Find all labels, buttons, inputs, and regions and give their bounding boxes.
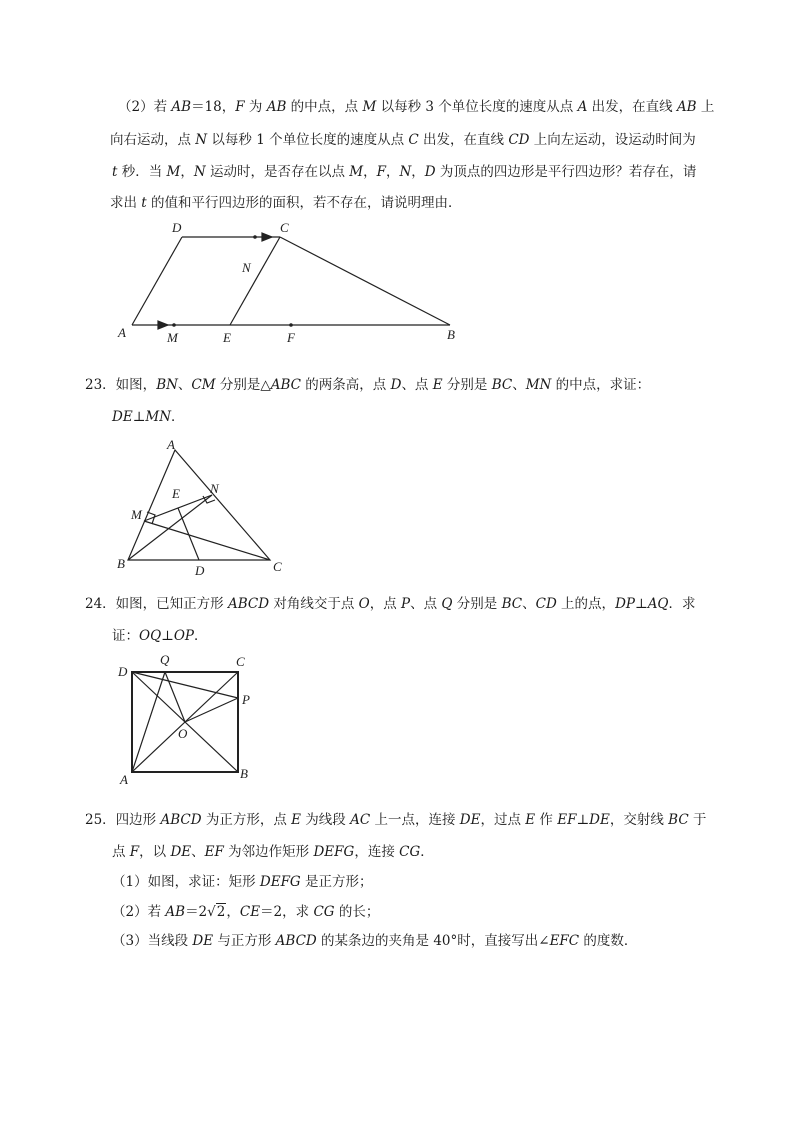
text: 向右运动，点 <box>110 132 196 148</box>
math: AB <box>676 99 697 115</box>
text: ＝18， <box>191 99 236 115</box>
label-b: B <box>240 766 248 781</box>
q24-figure <box>110 650 260 785</box>
text: ， <box>363 164 377 180</box>
math: E <box>525 812 536 828</box>
math: M <box>349 164 364 180</box>
label-m: M <box>167 330 178 345</box>
point-n-dot <box>253 235 257 239</box>
q25-text-line-1 <box>85 810 706 830</box>
math: CD <box>535 596 557 612</box>
math: EF <box>557 812 577 828</box>
math: DP <box>615 596 635 612</box>
text: ．求 <box>668 596 696 612</box>
label-d: D <box>172 220 182 235</box>
text: ． <box>171 409 185 425</box>
math: AQ <box>647 596 669 612</box>
text: ，以 <box>139 844 171 860</box>
math: DEFG <box>313 844 355 860</box>
q25-part-2 <box>112 902 379 922</box>
math: ABC <box>270 377 302 393</box>
math: DE <box>112 409 133 425</box>
text: 24．如图，已知正方形 <box>85 596 228 612</box>
math: MN <box>145 409 172 425</box>
math: CD <box>508 132 530 148</box>
text: 对角线交于点 <box>269 596 359 612</box>
text: 、点 <box>401 377 433 393</box>
label-e: E <box>223 330 231 345</box>
text: 上 <box>696 99 715 115</box>
q23-text-line-2 <box>112 407 185 427</box>
altitude-bn <box>128 495 212 560</box>
math: E <box>291 812 302 828</box>
math: ABCD <box>275 933 317 949</box>
segment-oq <box>165 672 185 722</box>
math: Q <box>441 596 453 612</box>
text: 求出 <box>110 195 142 211</box>
q22-text-line-3 <box>112 162 696 182</box>
q23-figure <box>110 435 290 580</box>
label-n: N <box>210 481 219 496</box>
text: 上向左运动，设运动时间为 <box>529 132 696 148</box>
label-d: D <box>195 563 205 578</box>
text: 23．如图， <box>85 377 157 393</box>
math: DE <box>170 844 192 860</box>
text: 上的点， <box>556 596 616 612</box>
label-b: B <box>447 327 455 342</box>
text: 以每秒 1 个单位长度的速度从点 <box>207 132 409 148</box>
segment-cb <box>280 237 450 325</box>
math: EF <box>204 844 224 860</box>
math: CG <box>399 844 421 860</box>
segment-de <box>178 508 199 560</box>
text: ⊥ <box>576 812 590 828</box>
q22-text-line-2 <box>110 130 696 150</box>
math: t <box>112 164 118 180</box>
math: P <box>401 596 411 612</box>
q25-text-line-2 <box>112 842 434 862</box>
math: AB <box>171 99 192 115</box>
text: 分别是 <box>452 596 502 612</box>
text: 的两条高，点 <box>301 377 391 393</box>
text: 、点 <box>410 596 442 612</box>
label-c: C <box>273 559 282 574</box>
math: CG <box>313 904 335 920</box>
math: F <box>235 99 245 115</box>
math: O <box>358 596 370 612</box>
label-c: C <box>280 220 289 235</box>
math: CE <box>239 904 261 920</box>
math: M <box>166 164 181 180</box>
text: ⊥ <box>634 596 648 612</box>
label-e: E <box>172 486 180 501</box>
text: 作 <box>535 812 558 828</box>
text: 为邻边作矩形 <box>223 844 314 860</box>
text: 上一点，连接 <box>370 812 460 828</box>
label-m: M <box>131 507 142 522</box>
math: A <box>577 99 588 115</box>
label-d: D <box>118 664 128 679</box>
math: N <box>399 164 412 180</box>
text: 的长； <box>334 904 380 920</box>
math: CM <box>191 377 216 393</box>
segment-ce <box>230 237 280 325</box>
q24-text-line-2 <box>112 626 208 646</box>
math: AC <box>350 812 371 828</box>
segment-dp <box>132 672 238 698</box>
sqrt-symbol: √2 <box>207 904 226 920</box>
text: ， <box>226 904 240 920</box>
text: （3）当线段 <box>112 933 193 949</box>
math: DEFG <box>259 874 301 890</box>
label-q: Q <box>160 652 170 667</box>
radicand: 2 <box>216 904 226 920</box>
label-b: B <box>117 556 125 571</box>
text: 与正方形 <box>213 933 276 949</box>
math: F <box>129 844 140 860</box>
text: 、 <box>191 844 205 860</box>
text: 运动时，是否存在以点 <box>205 164 350 180</box>
q22-text-line-4 <box>110 193 462 213</box>
text: ， <box>180 164 194 180</box>
text: 的度数． <box>579 933 638 949</box>
text: 的中点，点 <box>286 99 363 115</box>
math: OP <box>173 628 194 644</box>
text: （2）若 <box>118 99 172 115</box>
q24-text-line-1 <box>85 594 696 614</box>
arrow-n-left-icon <box>262 233 272 241</box>
math: t <box>141 195 147 211</box>
math: DE <box>459 812 481 828</box>
label-a: A <box>167 437 175 452</box>
text: ，过点 <box>480 812 526 828</box>
text: 的值和平行四边形的面积，若不存在，请说明理由． <box>146 195 462 211</box>
text: ， <box>411 164 425 180</box>
point-m-dot <box>172 323 176 327</box>
math: BC <box>668 812 689 828</box>
text: ． <box>420 844 434 860</box>
text: 、 <box>177 377 192 393</box>
text: 以每秒 3 个单位长度的速度从点 <box>376 99 578 115</box>
math: BC <box>501 596 523 612</box>
text: 为 <box>244 99 267 115</box>
text: 、 <box>522 596 536 612</box>
text: （2）若 <box>112 904 166 920</box>
text: 25．四边形 <box>85 812 161 828</box>
segment-ad <box>132 237 182 325</box>
text: 、 <box>512 377 526 393</box>
math: AB <box>266 99 287 115</box>
text: 秒．当 <box>117 164 167 180</box>
segment-op <box>185 698 238 722</box>
text: 分别是 <box>442 377 492 393</box>
text: 为线段 <box>301 812 351 828</box>
text: 出发，在直线 <box>587 99 677 115</box>
label-a: A <box>120 772 128 785</box>
text: ⊥ <box>161 628 174 644</box>
text: 的中点，求证： <box>551 377 651 393</box>
math: AB <box>165 904 186 920</box>
math: MN <box>525 377 552 393</box>
text: ，交射线 <box>609 812 669 828</box>
q22-text-line-1 <box>118 97 714 117</box>
text: 为正方形，点 <box>201 812 292 828</box>
label-p: P <box>242 692 250 707</box>
text: 出发，在直线 <box>418 132 509 148</box>
q22-figure <box>110 215 470 350</box>
text: 于 <box>688 812 707 828</box>
math: N <box>195 132 208 148</box>
math: C <box>408 132 419 148</box>
label-n: N <box>242 260 251 275</box>
point-f-dot <box>289 323 293 327</box>
text: 为顶点的四边形是平行四边形？若存在，请 <box>435 164 697 180</box>
math: M <box>362 99 377 115</box>
text: ＝2，求 <box>260 904 314 920</box>
text: ，点 <box>369 596 402 612</box>
math: BN <box>156 377 178 393</box>
text: （1）如图，求证：矩形 <box>112 874 260 890</box>
label-c: C <box>236 654 245 669</box>
math: ABCD <box>227 596 270 612</box>
text: ． <box>194 628 208 644</box>
label-o: O <box>178 726 188 741</box>
text: ，连接 <box>354 844 400 860</box>
math: BC <box>491 377 513 393</box>
text: 分别是△ <box>215 377 271 393</box>
math: DE <box>589 812 610 828</box>
math: ABCD <box>160 812 202 828</box>
text: ＝2 <box>185 904 208 920</box>
math: DE <box>192 933 214 949</box>
math: N <box>193 164 206 180</box>
q25-part-1 <box>112 872 373 892</box>
math: OQ <box>139 628 162 644</box>
q25-part-3 <box>112 931 637 951</box>
math: D <box>390 377 402 393</box>
altitude-cm <box>144 521 270 560</box>
arrow-m-right-icon <box>158 321 168 329</box>
math: D <box>424 164 436 180</box>
text: 点 <box>112 844 130 860</box>
q23-text-line-1 <box>85 375 650 395</box>
text: ⊥ <box>132 409 146 425</box>
text: 证： <box>112 628 139 644</box>
label-f: F <box>287 330 295 345</box>
math: EFC <box>549 933 580 949</box>
math: F <box>376 164 386 180</box>
text: ， <box>385 164 400 180</box>
text: 是正方形； <box>300 874 373 890</box>
text: 的某条边的夹角是 40°时，直接写出∠ <box>316 933 550 949</box>
math: E <box>432 377 443 393</box>
label-a: A <box>118 325 126 340</box>
